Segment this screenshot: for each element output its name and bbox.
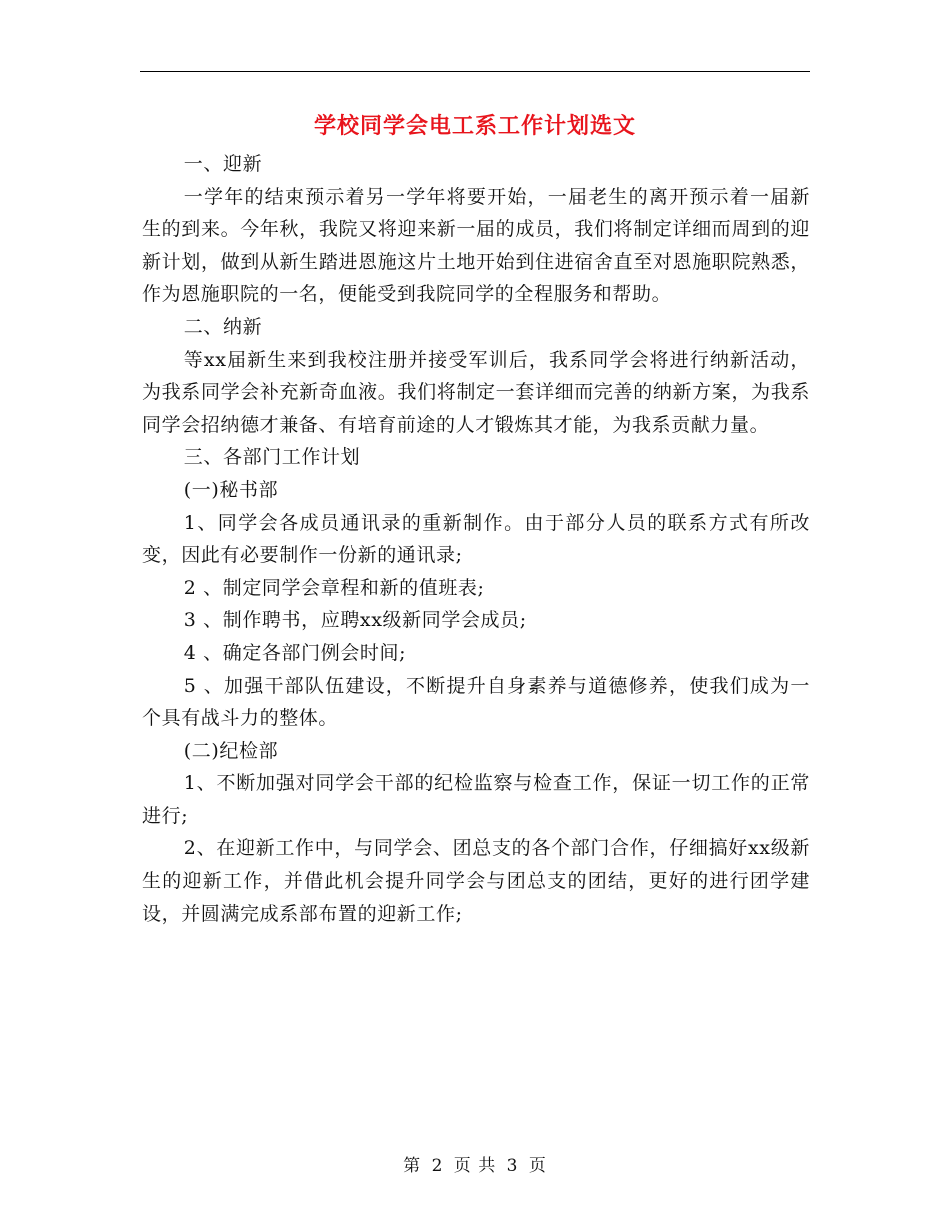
list-item: 1、同学会各成员通讯录的重新制作。由于部分人员的联系方式有所改变，因此有必要制作一份新的通讯录; [142,511,810,567]
footer-suffix: 页 [528,1156,547,1176]
footer-prefix: 第 [403,1156,422,1176]
subsection-heading-discipline: (二)纪检部 [183,739,279,762]
footer-page-number: 2 [431,1156,444,1176]
section-heading-departments: 三、各部门工作计划 [183,446,361,469]
list-item: 2 、制定同学会章程和新的值班表; [183,576,485,599]
document-body [142,148,810,930]
list-item: 1、不断加强对同学会干部的纪检监察与检查工作，保证一切工作的正常进行; [142,772,810,827]
list-item: 4 、确定各部门例会时间; [183,641,407,664]
subsection-heading-secretariat: (一)秘书部 [183,478,279,501]
section-heading-recruit: 二、纳新 [183,315,263,338]
paragraph-recruit: 等xx届新生来到我校注册并接受军训后，我系同学会将进行纳新活动，为我系同学会补充新奇血液。我们将制定一套详细而完善的纳新方案，为我系同学会招纳德才兼备、有培育前途的人才锻炼其才能，为我系贡献力量。 [142,348,810,436]
paragraph-welcome: 一学年的结束预示着另一学年将要开始，一届老生的离开预示着一届新生的到来。今年秋，我院又将迎来新一届的成员，我们将制定详细而周到的迎新计划，做到从新生踏进恩施这片土地开始到住进宿舍直至对恩施职院熟悉，作为恩施职院的一名，便能受到我院同学的全程服务和帮助。 [142,185,810,306]
footer-middle: 页 共 [453,1156,497,1176]
document-title: 学校同学会电工系工作计划选文 [313,113,636,139]
list-item: 5 、加强干部队伍建设，不断提升自身素养与道德修养，使我们成为一个具有战斗力的整体。 [142,674,810,730]
header-rule [140,71,810,72]
section-heading-welcome: 一、迎新 [183,153,263,175]
list-item: 3 、制作聘书，应聘xx级新同学会成员; [183,609,527,632]
page-footer [0,1154,950,1178]
list-item: 2、在迎新工作中，与同学会、团总支的各个部门合作，仔细搞好xx级新生的迎新工作，并借此机会提升同学会与团总支的团结，更好的进行团学建设，并圆满完成系部布置的迎新工作; [142,837,810,925]
footer-total-pages: 3 [506,1156,519,1176]
